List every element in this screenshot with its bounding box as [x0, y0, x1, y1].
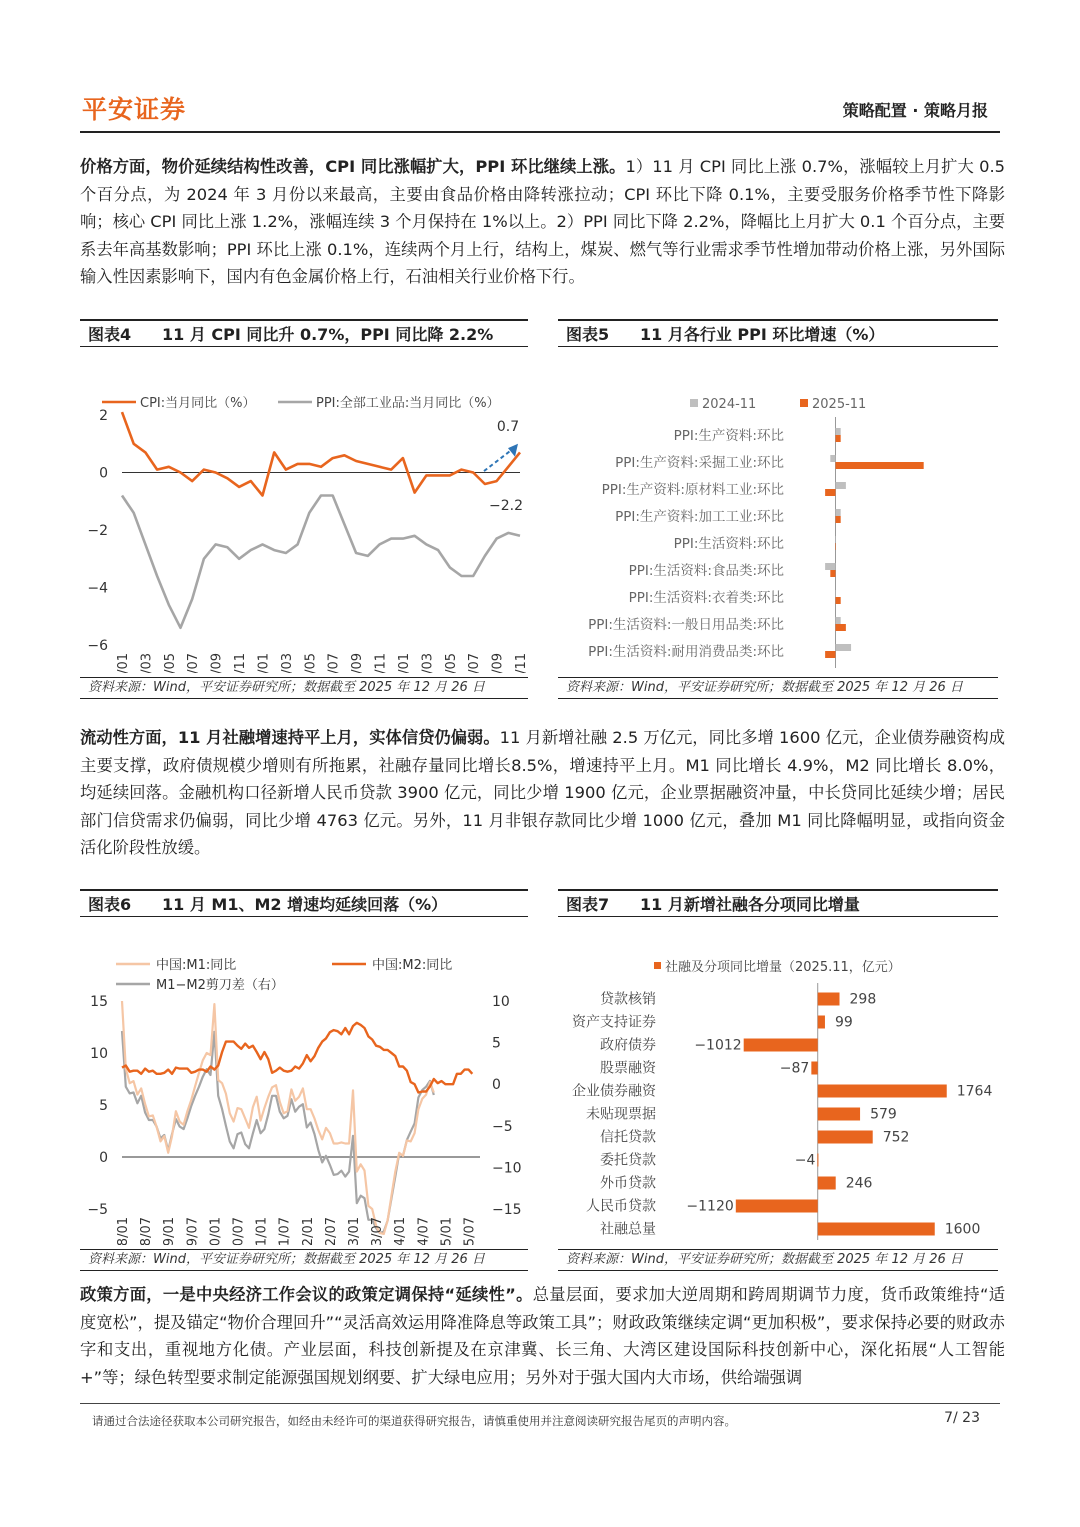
y-right-tick-label: −10 — [492, 1160, 522, 1177]
category-label: PPI:生活资料:耐用消费品类:环比 — [588, 644, 784, 660]
x-tick-label: 23/07 — [370, 1217, 386, 1245]
bar — [818, 993, 840, 1006]
x-tick-label: 25/07 — [462, 1217, 478, 1245]
bar-2024 — [825, 563, 835, 570]
y-tick-label: 0 — [99, 465, 108, 482]
data-label: 246 — [845, 1175, 873, 1192]
y-tick-label: −4 — [87, 580, 108, 597]
bar-2025 — [836, 516, 841, 523]
figure-caption: 11 月新增社融各分项同比增量 — [640, 895, 860, 914]
paragraph-liquidity — [80, 724, 1005, 862]
x-tick-label: 18/01 — [116, 1217, 131, 1245]
category-label: 股票融资 — [600, 1060, 656, 1077]
bar — [736, 1200, 818, 1213]
page-number: 7/ 23 — [944, 1410, 980, 1426]
x-tick-label — [777, 672, 811, 673]
chart-m1-m2 — [80, 917, 528, 1245]
x-tick-label: 25/03 — [420, 653, 436, 673]
figure-number: 图表4 — [88, 325, 132, 344]
y-left-tick-label: 0 — [99, 1150, 108, 1166]
x-tick-label: 25/09 — [490, 653, 506, 673]
annotation-ppi-latest: −2.2 — [489, 497, 523, 514]
x-tick-label: 23/01 — [116, 653, 131, 673]
legend-label-2025: 2025-11 — [812, 397, 867, 412]
x-tick-label: 23/01 — [346, 1217, 362, 1245]
figure-title — [80, 319, 528, 347]
figure-number: 图表7 — [566, 895, 610, 914]
category-label: 政府债券 — [600, 1037, 656, 1054]
series-line-ppi — [122, 496, 520, 628]
annotation-cpi-latest: 0.7 — [496, 418, 520, 435]
figure-title — [80, 889, 528, 917]
paragraph-body: 1）11 月 CPI 同比上涨 0.7%，涨幅较上月扩大 0.5 个百分点，为 2024 年 3 月份以来最高，主要由食品价格由降转涨拉动；CPI 环比下降 0.1%，主要受服务价格季节性下降影响；核心 CPI 同比上涨 1.2%，涨幅连续 3 个月保持在 1%以上。2）PPI 同比下降 2.2%，降幅比上月扩大 0.1 个百分点，主要系去年高基数影响；PPI 环比上涨 0.1%，连续两个月上行，结构上，煤炭、燃气等行业需求季节性增加带动价格上涨，另外国际输入性因素影响下，国内有色金属价格上行，石油相关行业价格下行。 — [80, 157, 1006, 286]
paragraph-lead: 价格方面，物价延续结构性改善，CPI 同比涨幅扩大，PPI 环比继续上涨。 — [80, 157, 626, 176]
figure-caption: 11 月各行业 PPI 环比增速（%） — [640, 325, 885, 344]
data-label: −1012 — [694, 1037, 742, 1054]
bar-2025 — [836, 624, 846, 631]
paragraph-lead: 政策方面，一是中央经济工作会议的政策定调保持“延续性”。 — [80, 1285, 533, 1304]
y-right-tick-label: −5 — [492, 1118, 513, 1135]
bar-2025 — [836, 462, 924, 469]
figure-caption: 11 月 M1、M2 增速均延续回落（%） — [162, 895, 448, 914]
x-tick-label: 19/01 — [162, 1217, 178, 1245]
category-label: 人民币贷款 — [586, 1198, 656, 1215]
series-line-m1-m2-gap — [122, 1031, 434, 1233]
y-right-tick-label: 0 — [492, 1077, 501, 1094]
x-tick-label: 25/07 — [467, 653, 483, 673]
trend-arrow-line — [484, 448, 514, 471]
figure-caption: 11 月 CPI 同比升 0.7%，PPI 同比降 2.2% — [162, 325, 494, 344]
legend-swatch-2025 — [800, 399, 808, 407]
category-label: PPI:生产资料:环比 — [673, 428, 784, 444]
x-tick-label: 21/07 — [277, 1217, 293, 1245]
figure-4 — [80, 319, 528, 699]
bar-2024 — [836, 590, 837, 597]
x-tick-label: 22/01 — [300, 1217, 316, 1245]
y-tick-label: −2 — [87, 523, 108, 539]
legend-label-2024: 2024-11 — [702, 397, 757, 412]
paragraph-body: 总量层面，要求加大逆周期和跨周期调节力度，货币政策维持“适度宽松”，提及锚定“物价合理回升”“灵活高效运用降准降息等政策工具”；财政政策继续定调“更加积极”，要求保持必要的财政赤字和支出，重视地方化债。产业层面，科技创新提及在京津冀、长三角、大湾区建设国际科技创新中心，深化拓展“人工智能+”等；绿色转型要求制定能源强国规划纲要、扩大绿电应用；另外对于强大国内大市场，供给端强调 — [80, 1285, 1005, 1387]
x-tick-label: 24/07 — [326, 653, 342, 673]
x-tick-label: 22/07 — [323, 1217, 339, 1245]
legend-label-gap: M1−M2剪刀差（右） — [156, 978, 284, 993]
data-label: −4 — [794, 1152, 816, 1169]
chart-cpi-ppi — [80, 347, 528, 673]
x-tick-label: 25/05 — [443, 653, 459, 673]
category-label: 资产支持证券 — [572, 1014, 656, 1031]
category-label: 企业债券融资 — [572, 1083, 656, 1100]
figure-title — [558, 319, 998, 347]
bar — [818, 1085, 947, 1098]
bar — [811, 1062, 817, 1075]
figure-source: 资料来源：Wind，平安证券研究所；数据截至 2025 年 12 月 26 日 — [80, 1249, 528, 1271]
x-tick-label: 18/07 — [139, 1217, 155, 1245]
y-right-tick-label: 5 — [492, 1035, 501, 1052]
category-label: PPI:生活资料:衣着类:环比 — [628, 590, 784, 606]
x-tick-label: 20/07 — [231, 1217, 247, 1245]
category-label: PPI:生活资料:环比 — [673, 536, 784, 552]
series-line-m2 — [122, 1023, 472, 1093]
company-logo: 平安证券 — [82, 95, 187, 124]
x-tick-label: 23/05 — [162, 653, 178, 673]
bar — [817, 1154, 818, 1167]
category-label: 外币贷款 — [600, 1175, 656, 1192]
footer-divider — [80, 1403, 1000, 1404]
y-tick-label: −6 — [87, 638, 108, 654]
x-tick-label: 24/11 — [373, 653, 389, 673]
data-label: −1120 — [686, 1198, 734, 1215]
bar-2024 — [836, 509, 841, 516]
y-right-tick-label: −15 — [492, 1202, 522, 1218]
y-left-tick-label: 5 — [99, 1098, 108, 1114]
figure-number: 图表6 — [88, 895, 132, 914]
figure-number: 图表5 — [566, 325, 610, 344]
x-tick-label — [866, 672, 888, 673]
chart-tsf-components — [558, 917, 998, 1245]
bar — [818, 1108, 860, 1121]
x-tick-label: 23/09 — [209, 653, 225, 673]
report-category: 策略配置 · 策略月报 — [842, 101, 988, 120]
y-tick-label: 2 — [99, 408, 108, 424]
x-tick-label: 19/07 — [185, 1217, 201, 1245]
data-label: 752 — [882, 1129, 910, 1146]
legend-swatch — [654, 962, 661, 969]
paragraph-body: 11 月新增社融 2.5 万亿元，同比多增 1600 亿元，企业债券融资构成主要支撑，政府债规模少增则有所拖累，社融存量同比增长8.5%，增速持平上月。M1 同比增长 4.9%，M2 同比增长 8.0%，均延续回落。金融机构口径新增人民币贷款 3900 亿元，同比少增 1900 亿元，企业票据融资冲量，中长贷同比延续少增；居民部门信贷需求仍偏弱，同比少增 4763 亿元。另外，11 月非银存款同比少增 1000 亿元，叠加 M1 同比降幅明显，或指向资金活化阶段性放缓。 — [80, 728, 1005, 857]
footer-disclaimer: 请通过合法途径获取本公司研究报告，如经由未经许可的渠道获得研究报告，请慎重使用并注意阅读研究报告尾页的声明内容。 — [92, 1414, 736, 1428]
data-label: 1764 — [956, 1083, 993, 1100]
legend-label: 社融及分项同比增量（2025.11，亿元） — [665, 960, 901, 975]
bar-2025 — [825, 651, 835, 658]
chart-ppi-industries — [558, 347, 998, 673]
legend-label-ppi: PPI:全部工业品:当月同比（%） — [316, 396, 500, 411]
x-tick-label: 23/07 — [186, 653, 202, 673]
paragraph-price — [80, 153, 1005, 291]
legend-label-cpi: CPI:当月同比（%） — [140, 396, 256, 411]
x-tick-label — [907, 672, 929, 673]
x-tick-label: 23/03 — [139, 653, 155, 673]
x-tick-label: 24/05 — [303, 653, 319, 673]
figure-7 — [558, 889, 998, 1271]
x-tick-label: 25/11 — [514, 653, 528, 673]
data-label: −87 — [779, 1060, 810, 1077]
category-label: 未贴现票据 — [586, 1106, 656, 1123]
x-tick-label: 24/03 — [279, 653, 295, 673]
figure-source: 资料来源：Wind，平安证券研究所；数据截至 2025 年 12 月 26 日 — [558, 1249, 998, 1271]
bar-2024 — [836, 482, 846, 489]
data-label: 1600 — [944, 1221, 981, 1238]
x-tick-label: 24/07 — [416, 1217, 432, 1245]
bar-2024 — [836, 617, 841, 624]
bar — [818, 1177, 836, 1190]
category-label: PPI:生活资料:食品类:环比 — [628, 563, 784, 579]
header-divider — [80, 131, 1000, 133]
figure-source: 资料来源：Wind，平安证券研究所；数据截至 2025 年 12 月 26 日 — [558, 677, 998, 699]
x-tick-label: 20/01 — [208, 1217, 224, 1245]
bar-2025 — [830, 570, 835, 577]
bar-2025 — [836, 543, 837, 550]
x-tick-label: 21/01 — [254, 1217, 270, 1245]
figure-title — [558, 889, 998, 917]
bar-2024 — [836, 644, 852, 651]
category-label: PPI:生活资料:一般日用品类:环比 — [588, 617, 784, 633]
bar-2025 — [836, 597, 841, 604]
x-tick-label: 24/01 — [393, 1217, 409, 1245]
category-label: 信托贷款 — [600, 1129, 656, 1146]
x-tick-label — [949, 672, 971, 673]
bar — [818, 1223, 935, 1236]
data-label: 579 — [870, 1106, 897, 1123]
series-line-cpi — [122, 412, 520, 495]
bar-2024 — [836, 428, 841, 435]
x-tick-label: 25/01 — [396, 653, 412, 673]
category-label: 社融总量 — [600, 1221, 656, 1238]
figure-source: 资料来源：Wind，平安证券研究所；数据截至 2025 年 12 月 26 日 — [80, 677, 528, 699]
x-tick-label: 24/01 — [256, 653, 272, 673]
data-label: 298 — [849, 991, 877, 1008]
y-left-tick-label: 15 — [90, 994, 108, 1010]
bar — [744, 1039, 818, 1052]
bar-2025 — [836, 435, 841, 442]
y-left-tick-label: 10 — [90, 1046, 108, 1062]
bar-2025 — [825, 489, 835, 496]
category-label: PPI:生产资料:加工工业:环比 — [615, 509, 784, 525]
bar — [818, 1016, 825, 1029]
y-right-tick-label: 10 — [492, 994, 510, 1010]
bar-2024 — [836, 536, 837, 543]
figure-5 — [558, 319, 998, 699]
paragraph-lead: 流动性方面，11 月社融增速持平上月，实体信贷仍偏弱。 — [80, 728, 500, 747]
x-tick-label: 23/11 — [233, 653, 249, 673]
x-tick-label: 25/01 — [439, 1217, 455, 1245]
category-label: PPI:生产资料:原材料工业:环比 — [601, 482, 784, 498]
bar — [818, 1131, 873, 1144]
x-tick-label — [824, 672, 846, 673]
bar-2024 — [830, 455, 835, 462]
legend-label-m2: 中国:M2:同比 — [372, 958, 453, 973]
figure-6 — [80, 889, 528, 1271]
category-label: PPI:生产资料:采掘工业:环比 — [615, 455, 784, 471]
y-left-tick-label: −5 — [87, 1202, 108, 1218]
legend-label-m1: 中国:M1:同比 — [156, 958, 237, 973]
category-label: 委托贷款 — [600, 1152, 656, 1169]
legend-swatch-2024 — [690, 399, 698, 407]
data-label: 99 — [834, 1014, 853, 1031]
category-label: 贷款核销 — [600, 991, 656, 1008]
paragraph-policy — [80, 1281, 1005, 1391]
series-line-m1 — [122, 1001, 434, 1234]
x-tick-label: 24/09 — [350, 653, 366, 673]
